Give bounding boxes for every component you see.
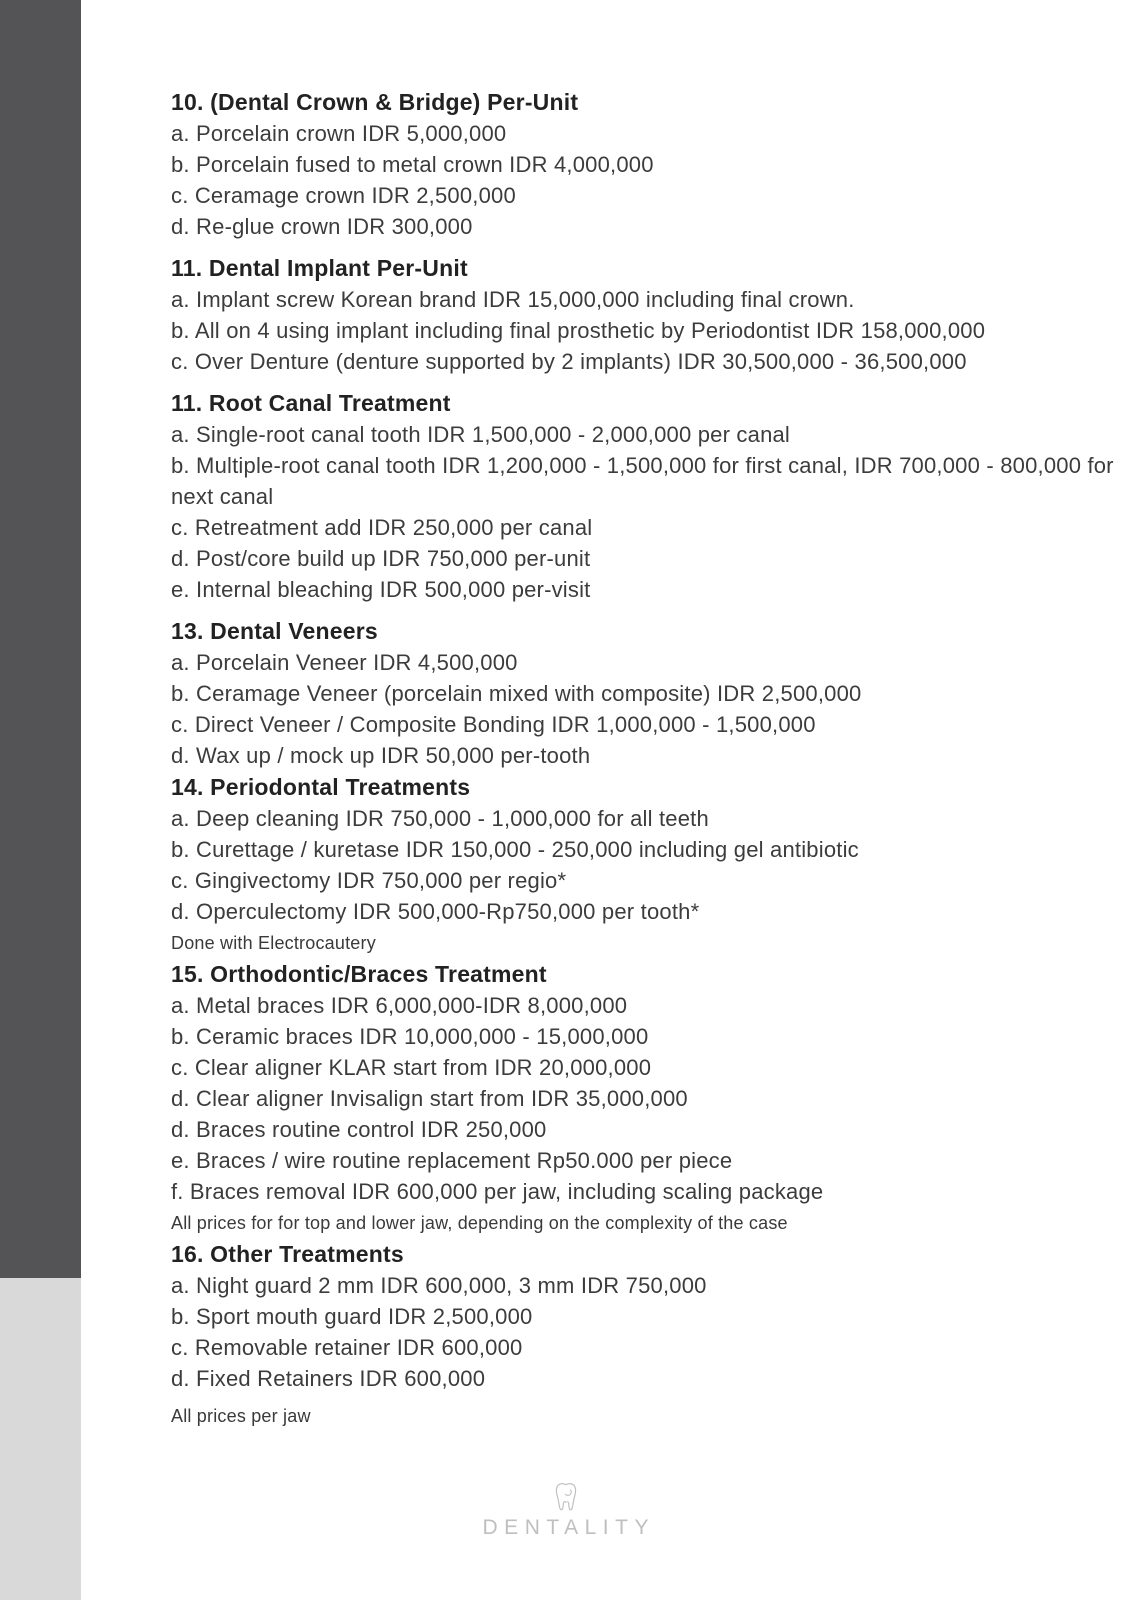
sidebar-accent-dark: [0, 0, 81, 1278]
price-section: [171, 253, 1123, 377]
section-items: [171, 1270, 1123, 1394]
section-items: [171, 647, 1123, 771]
price-section: [171, 959, 1123, 1238]
section-note: All prices for for top and lower jaw, depending on the complexity of the case: [171, 1213, 788, 1233]
section-heading: 13. Dental Veneers: [171, 618, 378, 644]
section-heading: 11. Root Canal Treatment: [171, 390, 451, 416]
section-heading: 16. Other Treatments: [171, 1241, 404, 1267]
price-line: c. Retreatment add IDR 250,000 per canal: [171, 515, 593, 540]
price-line: a. Deep cleaning IDR 750,000 - 1,000,000 for all teeth: [171, 806, 709, 831]
section-heading: 15. Orthodontic/Braces Treatment: [171, 961, 547, 987]
section-items: [171, 990, 1123, 1207]
price-line: d. Re-glue crown IDR 300,000: [171, 214, 473, 239]
section-items: [171, 419, 1123, 605]
price-section: [171, 616, 1123, 771]
price-section: [171, 87, 1123, 242]
price-line: c. Ceramage crown IDR 2,500,000: [171, 183, 516, 208]
price-line: d. Post/core build up IDR 750,000 per-unit: [171, 546, 591, 571]
price-line: f. Braces removal IDR 600,000 per jaw, including scaling package: [171, 1179, 824, 1204]
price-line: a. Porcelain Veneer IDR 4,500,000: [171, 650, 518, 675]
tooth-icon: [552, 1482, 580, 1512]
section-note: Done with Electrocautery: [171, 933, 376, 953]
price-line: b. Curettage / kuretase IDR 150,000 - 250,000 including gel antibiotic: [171, 837, 859, 862]
price-line: b. Multiple-root canal tooth IDR 1,200,000 - 1,500,000 for first canal, IDR 700,000 - 800,000 for next canal: [171, 453, 1114, 509]
price-section: [171, 388, 1123, 605]
price-line: d. Wax up / mock up IDR 50,000 per-tooth: [171, 743, 591, 768]
price-line: d. Fixed Retainers IDR 600,000: [171, 1366, 486, 1391]
price-line: c. Gingivectomy IDR 750,000 per regio*: [171, 868, 567, 893]
section-note: All prices per jaw: [171, 1406, 311, 1426]
clinic-logo: [0, 1482, 1131, 1540]
price-line: d. Braces routine control IDR 250,000: [171, 1117, 547, 1142]
price-line: a. Single-root canal tooth IDR 1,500,000 - 2,000,000 per canal: [171, 422, 791, 447]
price-list: [171, 87, 1123, 1431]
price-line: b. All on 4 using implant including final prosthetic by Periodontist IDR 158,000,000: [171, 318, 986, 343]
price-section: [171, 1239, 1123, 1431]
price-line: c. Clear aligner KLAR start from IDR 20,000,000: [171, 1055, 652, 1080]
price-line: a. Metal braces IDR 6,000,000-IDR 8,000,000: [171, 993, 628, 1018]
sidebar-accent-light: [0, 1278, 81, 1600]
clinic-logo-text: DENTALITY: [482, 1516, 655, 1539]
price-line: e. Internal bleaching IDR 500,000 per-visit: [171, 577, 591, 602]
section-items: [171, 284, 1123, 377]
section-items: [171, 803, 1123, 927]
section-heading: 10. (Dental Crown & Bridge) Per-Unit: [171, 89, 579, 115]
price-line: b. Sport mouth guard IDR 2,500,000: [171, 1304, 533, 1329]
section-heading: 14. Periodontal Treatments: [171, 774, 471, 800]
price-line: b. Ceramic braces IDR 10,000,000 - 15,000,000: [171, 1024, 649, 1049]
price-line: a. Implant screw Korean brand IDR 15,000,000 including final crown.: [171, 287, 855, 312]
price-line: b. Porcelain fused to metal crown IDR 4,000,000: [171, 152, 654, 177]
price-line: c. Direct Veneer / Composite Bonding IDR 1,000,000 - 1,500,000: [171, 712, 816, 737]
section-items: [171, 118, 1123, 242]
price-line: b. Ceramage Veneer (porcelain mixed with composite) IDR 2,500,000: [171, 681, 862, 706]
section-heading: 11. Dental Implant Per-Unit: [171, 255, 468, 281]
price-line: a. Night guard 2 mm IDR 600,000, 3 mm IDR 750,000: [171, 1273, 707, 1298]
price-line: d. Operculectomy IDR 500,000-Rp750,000 per tooth*: [171, 899, 700, 924]
price-line: a. Porcelain crown IDR 5,000,000: [171, 121, 507, 146]
price-section: [171, 772, 1123, 958]
price-line: e. Braces / wire routine replacement Rp50.000 per piece: [171, 1148, 733, 1173]
price-line: c. Over Denture (denture supported by 2 implants) IDR 30,500,000 - 36,500,000: [171, 349, 967, 374]
price-line: d. Clear aligner Invisalign start from IDR 35,000,000: [171, 1086, 688, 1111]
price-line: c. Removable retainer IDR 600,000: [171, 1335, 523, 1360]
